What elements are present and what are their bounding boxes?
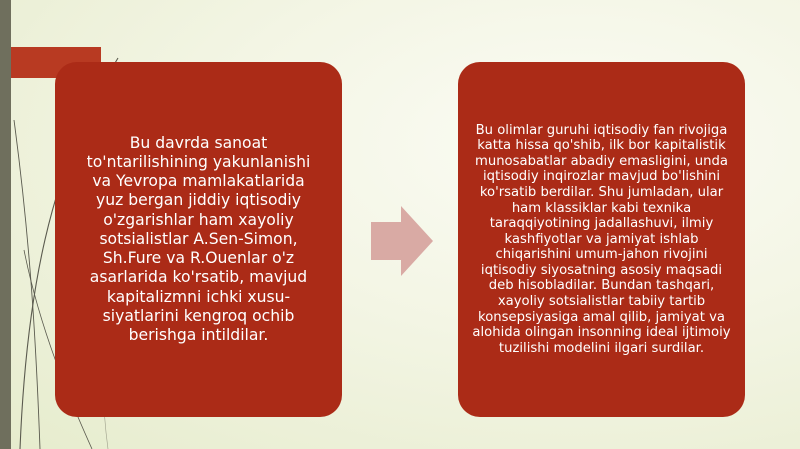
left-panel-text: Bu davrda sanoat to'ntarilishining yakunlanishi va Yevropa mamlakatlarida yuz bergan jiddiy iqtisodiy o'zgarishlar ham xayoliy sotsialistlar A.Sen-Simon, Sh.Fure va R.Ouenlar o'z asarlarida ko'rsatib, mavjud kapitalizmni ichki xusu-siyatlarini kengroq ochib berishga intildilar. <box>86 133 311 344</box>
left-text-panel <box>55 62 342 417</box>
right-text-panel <box>458 62 745 417</box>
right-arrow-icon <box>371 206 433 276</box>
right-panel-text: Bu olimlar guruhi iqtisodiy fan rivojiga katta hissa qo'shib, ilk bor kapitalistik munosabatlar abadiy emasligini, unda iqtisodiy inqirozlar mavjud bo'lishini ko'rsatib berdilar. Shu jumladan, ular ham klassiklar kabi texnika taraqqiyotining jadallashuvi, ilmiy kashfiyotlar va jamiyat ishlab chiqarishini umum-jahon rivojini iqtisodiy siyosatning asosiy maqsadi deb hisobladilar. Bundan tashqari, xayoliy sotsialistlar tabiiy tartib konsepsiyasiga amal qilib, jamiyat va alohida olingan insonning ideal ijtimoiy tuzilishi modelini ilgari surdilar. <box>472 122 731 356</box>
